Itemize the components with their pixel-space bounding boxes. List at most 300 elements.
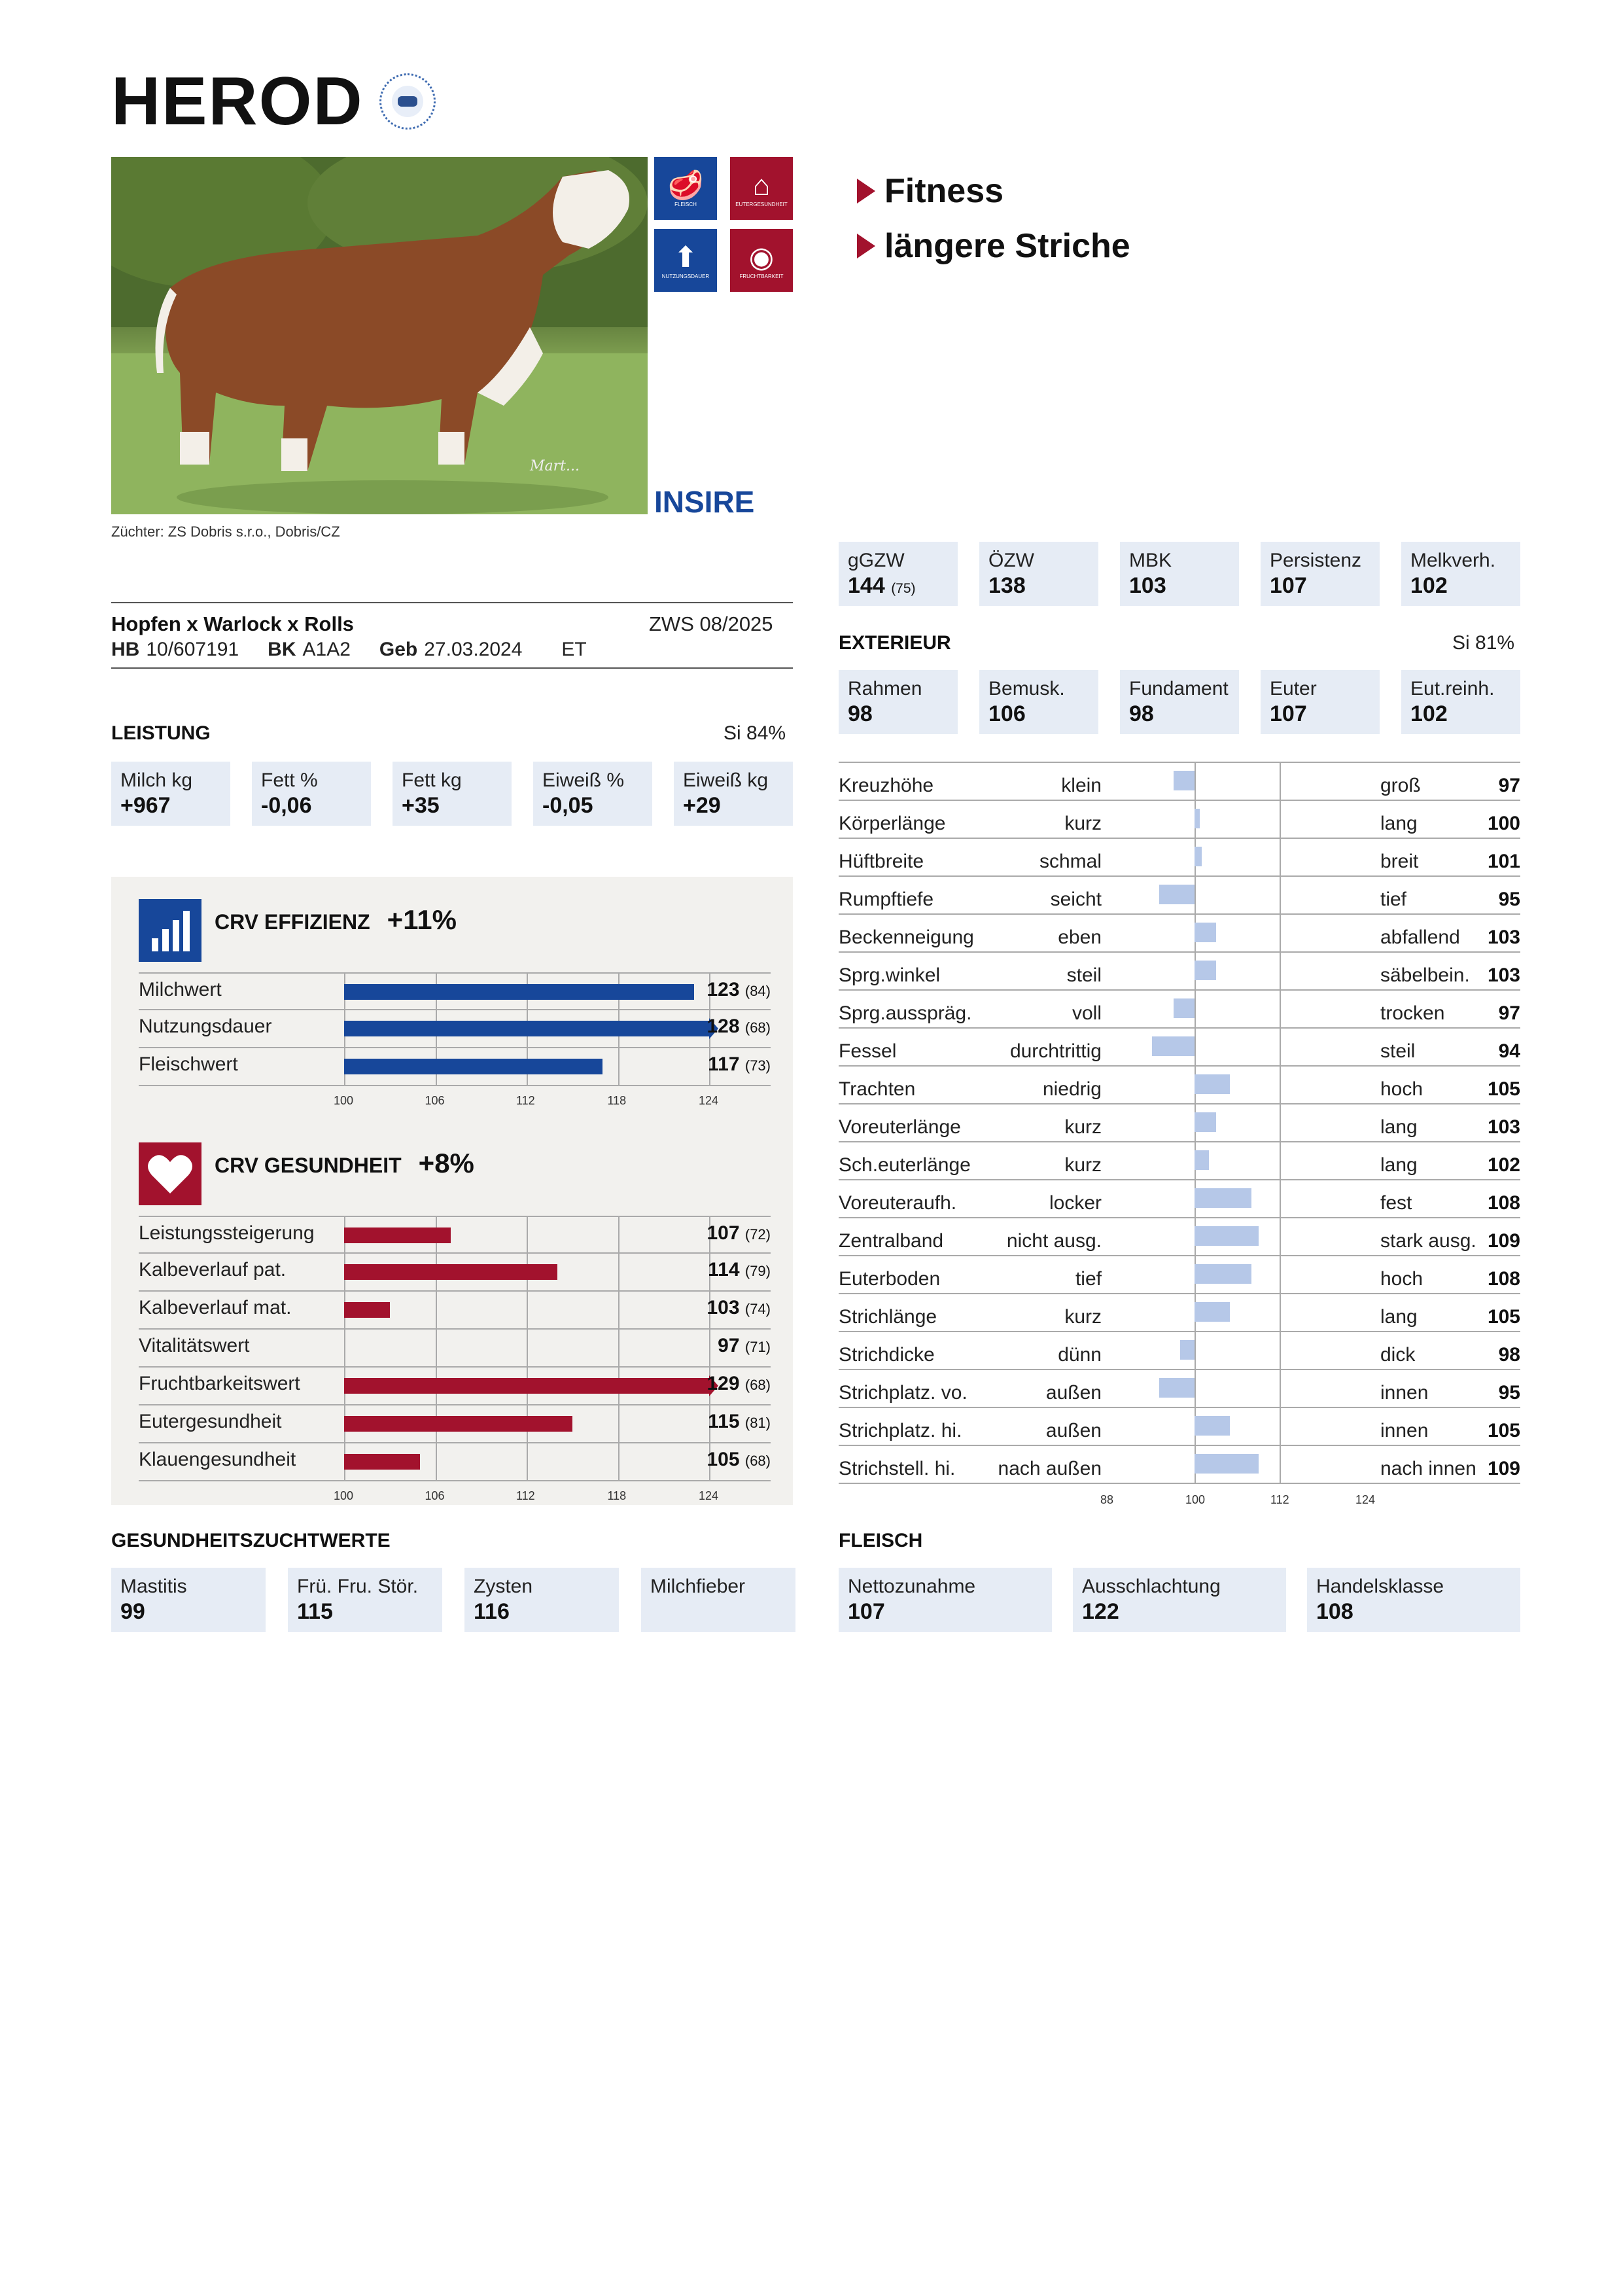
trait-low: kurz	[1064, 813, 1102, 834]
gridline	[618, 1048, 620, 1085]
value-number: 117	[708, 1053, 740, 1075]
tick-label: 118	[607, 1489, 627, 1502]
linear-trait-row	[839, 1369, 1520, 1407]
value-box	[464, 1568, 619, 1632]
value-number: 116	[474, 1599, 510, 1624]
linear-trait-row	[839, 951, 1520, 989]
trait-low: niedrig	[1042, 1078, 1102, 1100]
value-box	[979, 670, 1098, 734]
row-label: Fruchtbarkeitswert	[139, 1373, 300, 1394]
trait-high: breit	[1380, 851, 1419, 872]
value-box-value	[402, 793, 502, 819]
linear-trait-row	[839, 838, 1520, 875]
value-number: 98	[1129, 701, 1154, 726]
value-box	[252, 762, 371, 826]
trait-value: 98	[1498, 1344, 1520, 1366]
trait-bar	[1180, 1340, 1195, 1360]
value-si: (68)	[744, 1019, 771, 1036]
value-box-value	[542, 793, 643, 819]
pedigree-line: Hopfen x Warlock x Rolls	[111, 612, 354, 635]
chart-row	[139, 1443, 771, 1481]
value-si: (68)	[744, 1377, 771, 1393]
value-number: 102	[1410, 573, 1448, 598]
row-value	[708, 1053, 771, 1076]
value-box-value	[120, 793, 221, 819]
value-box-label: Eut.reinh.	[1410, 678, 1495, 699]
trait-bar	[1174, 998, 1195, 1018]
row-label: Klauengesundheit	[139, 1449, 296, 1470]
value-number: 105	[707, 1449, 740, 1470]
value-box-value	[1129, 701, 1230, 727]
trait-label: Strichplatz. hi.	[839, 1420, 962, 1441]
value-box	[641, 1568, 795, 1632]
leistung-si: Si 84%	[724, 722, 786, 744]
value-box	[839, 1568, 1052, 1632]
row-label: Kalbeverlauf pat.	[139, 1259, 287, 1280]
value-box-label: Euter	[1270, 678, 1317, 699]
feature-fitness: Fitness	[857, 171, 1003, 211]
breed-seal-icon	[379, 73, 436, 130]
trait-high: dick	[1380, 1344, 1416, 1366]
value-box-label: Fundament	[1129, 678, 1229, 699]
trait-high: fest	[1380, 1192, 1412, 1214]
row-value	[718, 1335, 771, 1357]
udder-health-icon: ⌂ EUTERGESUNDHEIT	[730, 157, 793, 220]
value-box	[111, 1568, 266, 1632]
crv-panel	[111, 877, 793, 1505]
row-label: Fleischwert	[139, 1053, 238, 1075]
value-box-label: Frü. Fru. Stör.	[297, 1576, 419, 1597]
trait-value: 97	[1498, 775, 1520, 796]
value-box-value	[1270, 701, 1370, 727]
value-box-value	[261, 793, 362, 819]
triangle-icon	[857, 234, 875, 258]
trait-high: lang	[1380, 1154, 1418, 1176]
gridline	[436, 1292, 437, 1328]
row-value	[707, 1373, 771, 1395]
trait-value: 102	[1487, 1154, 1520, 1176]
value-number: +35	[402, 793, 440, 818]
trait-label: Fessel	[839, 1040, 897, 1062]
zws-date: ZWS 08/2025	[649, 612, 773, 635]
bar	[344, 1454, 420, 1470]
efficiency-icon	[139, 899, 201, 962]
row-value	[708, 1411, 771, 1433]
linear-trait-row	[839, 1217, 1520, 1255]
value-number: 107	[707, 1222, 740, 1244]
exterieur-si: Si 81%	[1452, 632, 1515, 654]
trait-label: Voreuterlänge	[839, 1116, 961, 1138]
longevity-icon: ⬆ NUTZUNGSDAUER	[654, 229, 717, 292]
value-box-value	[1316, 1599, 1511, 1625]
tick-label: 88	[1100, 1493, 1114, 1506]
bar	[344, 1416, 572, 1432]
trait-bar	[1195, 1188, 1251, 1208]
trait-low: klein	[1061, 775, 1102, 796]
gesundheit-header: CRV GESUNDHEIT +8%	[215, 1148, 474, 1178]
tick-label: 100	[1185, 1493, 1206, 1506]
row-label: Nutzungsdauer	[139, 1016, 272, 1037]
gridline	[527, 1330, 528, 1366]
tick-label: 124	[699, 1094, 719, 1107]
fleisch-title: FLEISCH	[839, 1530, 923, 1551]
value-box-value	[848, 1599, 1043, 1625]
trait-label: Kreuzhöhe	[839, 775, 934, 796]
bar	[344, 1302, 390, 1318]
gridline	[527, 1217, 528, 1252]
chart-row	[139, 1368, 771, 1405]
value-box-value	[1082, 1599, 1277, 1625]
linear-trait-row	[839, 1445, 1520, 1483]
divider	[111, 602, 793, 603]
trait-low: schmal	[1039, 851, 1102, 872]
value-box-label: MBK	[1129, 550, 1172, 571]
trait-label: Körperlänge	[839, 813, 946, 834]
trait-bar	[1195, 847, 1202, 866]
trait-bar	[1195, 1416, 1230, 1436]
gridline	[618, 1217, 620, 1252]
value-number: 123	[707, 979, 740, 1000]
value-si: (81)	[744, 1415, 771, 1431]
trait-high: lang	[1380, 813, 1418, 834]
value-box-label: Fett %	[261, 769, 318, 791]
trait-low: außen	[1045, 1420, 1102, 1441]
trait-value: 109	[1487, 1230, 1520, 1252]
value-box	[1261, 542, 1380, 606]
trait-high: abfallend	[1380, 927, 1460, 948]
gridline	[618, 1254, 620, 1290]
trait-low: kurz	[1064, 1154, 1102, 1176]
value-box-value	[120, 1599, 256, 1625]
row-label: Leistungssteigerung	[139, 1222, 315, 1244]
trait-low: steil	[1066, 964, 1102, 986]
bar	[344, 1378, 709, 1394]
chart-row	[139, 1254, 771, 1292]
value-number: 107	[848, 1599, 885, 1624]
value-number: 107	[1270, 573, 1307, 598]
trait-low: seicht	[1050, 889, 1102, 910]
trait-high: säbelbein.	[1380, 964, 1470, 986]
value-box-value	[988, 701, 1089, 727]
tick-label: 112	[1270, 1493, 1289, 1506]
trait-bar	[1159, 885, 1195, 904]
trait-bar	[1195, 1264, 1251, 1284]
trait-low: eben	[1058, 927, 1102, 948]
trait-high: hoch	[1380, 1268, 1423, 1290]
value-box	[393, 762, 512, 826]
value-number: 99	[120, 1599, 145, 1624]
gridline	[436, 1443, 437, 1480]
trait-label: Strichplatz. vo.	[839, 1382, 968, 1404]
gridline	[618, 1443, 620, 1480]
value-si: (84)	[744, 983, 771, 999]
value-number: 115	[708, 1411, 740, 1432]
tick-label: 112	[516, 1094, 535, 1107]
value-box	[1401, 670, 1520, 734]
trait-value: 105	[1487, 1078, 1520, 1100]
trait-low: kurz	[1064, 1306, 1102, 1328]
trait-value: 100	[1487, 813, 1520, 834]
linear-trait-row	[839, 875, 1520, 913]
bar	[344, 1264, 557, 1280]
row-value	[707, 1449, 771, 1471]
trait-value: 109	[1487, 1458, 1520, 1479]
trait-high: trocken	[1380, 1002, 1445, 1024]
value-box-label: Milchfieber	[650, 1576, 746, 1597]
value-box	[839, 542, 958, 606]
gridline	[618, 1330, 620, 1366]
chart-row	[139, 1216, 771, 1254]
gesundheit-title: GESUNDHEITSZUCHTWERTE	[111, 1530, 391, 1551]
value-box-label: Melkverh.	[1410, 550, 1496, 571]
value-box-value	[848, 701, 949, 727]
trait-low: tief	[1075, 1268, 1102, 1290]
value-box	[1073, 1568, 1286, 1632]
trait-low: voll	[1072, 1002, 1102, 1024]
value-box	[674, 762, 793, 826]
linear-trait-row	[839, 1331, 1520, 1369]
value-number: +967	[120, 793, 171, 818]
chart-row	[139, 1330, 771, 1368]
trait-low: nach außen	[998, 1458, 1102, 1479]
value-number: 102	[1410, 701, 1448, 726]
value-box	[111, 762, 230, 826]
fertility-icon: ◉ FRUCHTBARKEIT	[730, 229, 793, 292]
value-number: 128	[707, 1016, 740, 1037]
chart-row	[139, 1010, 771, 1048]
trait-value: 103	[1487, 964, 1520, 986]
value-si: (72)	[744, 1226, 771, 1243]
value-box-label: gGZW	[848, 550, 905, 571]
trait-label: Sch.euterlänge	[839, 1154, 971, 1176]
value-si: (71)	[744, 1339, 771, 1355]
value-box	[288, 1568, 442, 1632]
trait-high: hoch	[1380, 1078, 1423, 1100]
photo-watermark: Mart...	[530, 458, 580, 474]
trait-label: Sprg.winkel	[839, 964, 941, 986]
triangle-icon	[857, 179, 875, 203]
insire-label: INSIRE	[654, 485, 755, 519]
value-box	[1120, 542, 1239, 606]
value-box-value	[1129, 573, 1230, 599]
exterieur-title: EXTERIEUR	[839, 632, 951, 654]
row-label: Vitalitätswert	[139, 1335, 250, 1356]
value-si: (68)	[744, 1453, 771, 1469]
bar	[344, 1021, 709, 1036]
value-number: 114	[708, 1259, 740, 1280]
value-box-label: Eiweiß kg	[683, 769, 769, 791]
tick-label: 124	[1355, 1493, 1376, 1506]
effizienz-header: CRV EFFIZIENZ +11%	[215, 904, 457, 935]
tick-label: 118	[607, 1094, 627, 1107]
trait-low: nicht ausg.	[1006, 1230, 1102, 1252]
trait-value: 101	[1487, 851, 1520, 872]
trait-high: innen	[1380, 1382, 1429, 1404]
value-box-label: Zysten	[474, 1576, 533, 1597]
trait-value: 105	[1487, 1306, 1520, 1328]
value-number: -0,05	[542, 793, 593, 818]
value-box-label: Nettozunahme	[848, 1576, 976, 1597]
value-box	[1401, 542, 1520, 606]
trait-label: Strichlänge	[839, 1306, 937, 1328]
trait-value: 105	[1487, 1420, 1520, 1441]
value-box-label: Persistenz	[1270, 550, 1362, 571]
tick-label: 100	[334, 1489, 354, 1502]
value-number: 108	[1316, 1599, 1353, 1624]
trait-label: Trachten	[839, 1078, 916, 1100]
tick-label: 106	[425, 1094, 445, 1107]
trait-bar	[1195, 1226, 1259, 1246]
gridline	[527, 1443, 528, 1480]
trait-high: steil	[1380, 1040, 1416, 1062]
value-box-label: Milch kg	[120, 769, 193, 791]
value-box-value	[297, 1599, 433, 1625]
value-box-label: Rahmen	[848, 678, 922, 699]
linear-trait-row	[839, 913, 1520, 951]
trait-value: 94	[1498, 1040, 1520, 1062]
tick-label: 124	[699, 1489, 719, 1502]
tick-label: 106	[425, 1489, 445, 1502]
trait-bar	[1195, 1150, 1209, 1170]
value-number: -0,06	[261, 793, 312, 818]
photo-credit: Züchter: ZS Dobris s.r.o., Dobris/CZ	[111, 523, 340, 540]
chart-row	[139, 1048, 771, 1086]
trait-bar	[1174, 771, 1195, 790]
value-number: 106	[988, 701, 1026, 726]
linear-trait-row	[839, 1255, 1520, 1293]
row-value	[707, 1297, 771, 1319]
heart-icon	[139, 1142, 201, 1205]
gridline	[618, 1405, 620, 1442]
trait-high: innen	[1380, 1420, 1429, 1441]
trait-bar	[1195, 1074, 1230, 1094]
trait-label: Rumpftiefe	[839, 889, 934, 910]
trait-label: Sprg.ausspräg.	[839, 1002, 972, 1024]
trait-low: durchtrittig	[1009, 1040, 1102, 1062]
trait-value: 103	[1487, 927, 1520, 948]
linear-trait-row	[839, 800, 1520, 838]
value-box	[1120, 670, 1239, 734]
value-box-value	[1270, 573, 1370, 599]
trait-high: stark ausg.	[1380, 1230, 1476, 1252]
linear-trait-row	[839, 1179, 1520, 1217]
chart-row	[139, 1292, 771, 1330]
linear-trait-row	[839, 1407, 1520, 1445]
value-box-value	[1410, 573, 1511, 599]
trait-low: kurz	[1064, 1116, 1102, 1138]
bar	[344, 984, 694, 1000]
value-number: 115	[297, 1599, 333, 1624]
linear-trait-row	[839, 762, 1520, 800]
tick-label: 112	[516, 1489, 535, 1502]
trait-value: 95	[1498, 1382, 1520, 1404]
divider	[111, 667, 793, 669]
tick-label: 100	[334, 1094, 354, 1107]
row-value	[707, 1016, 771, 1038]
value-number: 138	[988, 573, 1026, 598]
value-box	[839, 670, 958, 734]
trait-high: lang	[1380, 1306, 1418, 1328]
trait-high: tief	[1380, 889, 1407, 910]
trait-label: Strichdicke	[839, 1344, 935, 1366]
trait-value: 95	[1498, 889, 1520, 910]
trait-value: 108	[1487, 1268, 1520, 1290]
trait-bar	[1152, 1036, 1195, 1056]
bar	[344, 1059, 602, 1074]
value-number: 129	[707, 1373, 740, 1394]
trait-bar	[1195, 1112, 1216, 1132]
trait-value: 108	[1487, 1192, 1520, 1214]
value-box-label: Ausschlachtung	[1082, 1576, 1221, 1597]
chart-row	[139, 1405, 771, 1443]
trait-high: lang	[1380, 1116, 1418, 1138]
trait-label: Euterboden	[839, 1268, 941, 1290]
value-box-label: Bemusk.	[988, 678, 1065, 699]
trait-bar	[1159, 1378, 1195, 1398]
trait-label: Strichstell. hi.	[839, 1458, 956, 1479]
value-box	[1261, 670, 1380, 734]
chart-row	[139, 972, 771, 1010]
meat-icon: 🥩 FLEISCH	[654, 157, 717, 220]
value-number: 98	[848, 701, 873, 726]
row-label: Milchwert	[139, 979, 222, 1000]
value-box	[979, 542, 1098, 606]
row-label: Kalbeverlauf mat.	[139, 1297, 292, 1318]
trait-bar	[1195, 809, 1200, 828]
trait-bar	[1195, 1302, 1230, 1322]
trait-label: Hüftbreite	[839, 851, 924, 872]
value-box-label: Eiweiß %	[542, 769, 625, 791]
feature-striche: längere Striche	[857, 226, 1130, 266]
bar	[344, 1227, 451, 1243]
linear-trait-row	[839, 1065, 1520, 1103]
value-number: 103	[707, 1297, 740, 1318]
value-box	[1307, 1568, 1520, 1632]
gridline	[436, 1330, 437, 1366]
gridline	[709, 1330, 710, 1366]
pedigree-details: HB 10/607191 BK A1A2 Geb 27.03.2024 ET	[111, 639, 587, 660]
linear-trait-row	[839, 1027, 1520, 1065]
value-box-label: Fett kg	[402, 769, 462, 791]
value-number: 103	[1129, 573, 1166, 598]
trait-low: dünn	[1058, 1344, 1102, 1366]
value-box-value	[988, 573, 1089, 599]
value-number: 97	[718, 1335, 740, 1356]
value-box-value	[474, 1599, 610, 1625]
linear-trait-row	[839, 1141, 1520, 1179]
trait-low: locker	[1049, 1192, 1102, 1214]
row-label: Eutergesundheit	[139, 1411, 282, 1432]
trait-label: Zentralband	[839, 1230, 944, 1252]
value-number: 122	[1082, 1599, 1119, 1624]
linear-trait-row	[839, 1293, 1520, 1331]
row-value	[708, 1259, 771, 1281]
value-box-value	[1410, 701, 1511, 727]
value-box-label: ÖZW	[988, 550, 1034, 571]
gridline	[527, 1292, 528, 1328]
value-si: (73)	[744, 1057, 771, 1074]
linear-trait-row	[839, 1103, 1520, 1141]
leistung-title: LEISTUNG	[111, 722, 211, 744]
value-si: (75)	[891, 581, 916, 596]
gridline	[618, 1292, 620, 1328]
trait-high: groß	[1380, 775, 1421, 796]
value-box-value	[683, 793, 784, 819]
trait-value: 103	[1487, 1116, 1520, 1138]
bull-photo	[111, 157, 648, 514]
row-value	[707, 979, 771, 1001]
value-box-label: Handelsklasse	[1316, 1576, 1444, 1597]
